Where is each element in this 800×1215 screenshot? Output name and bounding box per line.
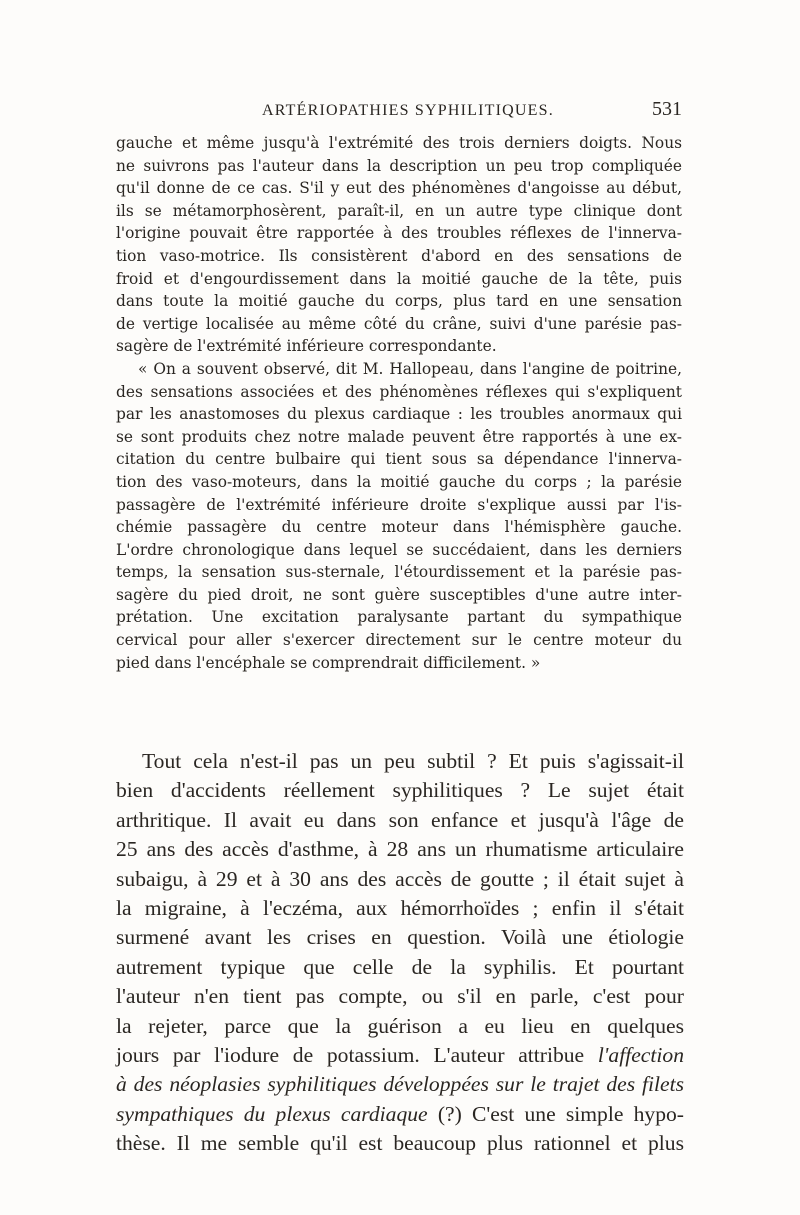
body-line: autrement typique que celle de la syphilis. Et pourtant (116, 954, 684, 979)
body-line: 25 ans des accès d'asthme, à 28 ans un rhumatisme articulaire (116, 837, 684, 862)
quote-line: L'ordre chronologique dans lequel se succédaient, dans les derniers (116, 540, 682, 559)
body-line: l'auteur n'en tient pas compte, ou s'il en parle, c'est pour (116, 984, 684, 1009)
quote-line: l'origine pouvait être rapportée à des troubles réflexes de l'innerva- (116, 224, 682, 243)
quote-line: gauche et même jusqu'à l'extrémité des trois derniers doigts. Nous (116, 134, 682, 152)
quote-line: « On a souvent observé, dit M. Hallopeau, dans l'angine de poitrine, (138, 359, 682, 378)
body-line (116, 1041, 684, 1070)
quote-line: prétation. Une excitation paralysante partant du sympathique (116, 608, 682, 627)
quote-line: tion vaso-motrice. Ils consistèrent d'abord en des sensations de (116, 246, 682, 265)
body-line: subaigu, à 29 et à 30 ans des accès de goutte ; il était sujet à (116, 866, 684, 891)
body-line: Tout cela n'est-il pas un peu subtil ? Et puis s'agissait-il (142, 749, 684, 773)
italic-text: sympathiques du plexus cardiaque (116, 1101, 428, 1126)
body-line: la migraine, à l'eczéma, aux hémorrhoïdes ; enfin il s'était (116, 896, 684, 921)
quote-line: se sont produits chez notre malade peuvent être rapportés à une ex- (116, 427, 682, 446)
running-title: ARTÉRIOPATHIES SYPHILITIQUES. (262, 102, 554, 119)
body-line: arthritique. Il avait eu dans son enfance et jusqu'à l'âge de (116, 807, 684, 832)
body-text: (?) C'est une simple hypo- (427, 1101, 684, 1126)
quote-line: pied dans l'encéphale se comprendrait difficilement. » (116, 653, 541, 672)
body-line: la rejeter, parce que la guérison a eu lieu en quelques (116, 1013, 684, 1038)
body-line: thèse. Il me semble qu'il est beaucoup plus rationnel et plus (116, 1131, 684, 1156)
quoted-passage (116, 132, 682, 674)
quote-line: citation du centre bulbaire qui tient sous sa dépendance l'innerva- (116, 450, 682, 469)
quote-line: des sensations associées et des phénomènes réflexes qui s'expliquent (116, 382, 682, 401)
page-number: 531 (652, 98, 682, 120)
body-line: surmené avant les crises en question. Voilà une étiologie (116, 925, 684, 950)
quote-line: par les anastomoses du plexus cardiaque : les troubles anormaux qui (116, 405, 682, 424)
quote-line: sagère de l'extrémité inférieure correspondante. (116, 337, 497, 356)
quote-line: cervical pour aller s'exercer directement sur le centre moteur du (116, 631, 682, 650)
body-line (116, 1100, 684, 1129)
quote-line: passagère de l'extrémité inférieure droite s'explique aussi par l'is- (116, 495, 682, 514)
quote-line: froid et d'engourdissement dans la moitié gauche de la tête, puis (116, 269, 682, 288)
quote-line: temps, la sensation sus-sternale, l'étourdissement et la parésie pas- (116, 563, 682, 582)
body-line: bien d'accidents réellement syphilitiques ? Le sujet était (116, 778, 684, 803)
italic-text: l'affection (597, 1043, 684, 1068)
quote-line: ne suivrons pas l'auteur dans la description un peu trop compliquée (116, 156, 682, 175)
quote-line: chémie passagère du centre moteur dans l'hémisphère gauche. (116, 518, 682, 537)
quote-line: tion des vaso-moteurs, dans la moitié gauche du corps ; la parésie (116, 472, 682, 491)
quote-line: sagère du pied droit, ne sont guère susceptibles d'une autre inter- (116, 585, 682, 604)
quote-line: dans toute la moitié gauche du corps, plus tard en une sensation (116, 292, 682, 311)
body-text: jours par l'iodure de potassium. L'auteur attribue (116, 1043, 598, 1068)
quote-line: de vertige localisée au même côté du crâne, suivi d'une parésie pas- (116, 314, 682, 333)
quote-line: qu'il donne de ce cas. S'il y eut des phénomènes d'angoisse au début, (116, 179, 682, 198)
main-paragraph (116, 747, 684, 1159)
page-header (116, 98, 682, 126)
body-line: à des néoplasies syphilitiques développées sur le trajet des filets (116, 1072, 684, 1097)
quote-line: ils se métamorphosèrent, paraît-il, en un autre type clinique dont (116, 201, 682, 220)
